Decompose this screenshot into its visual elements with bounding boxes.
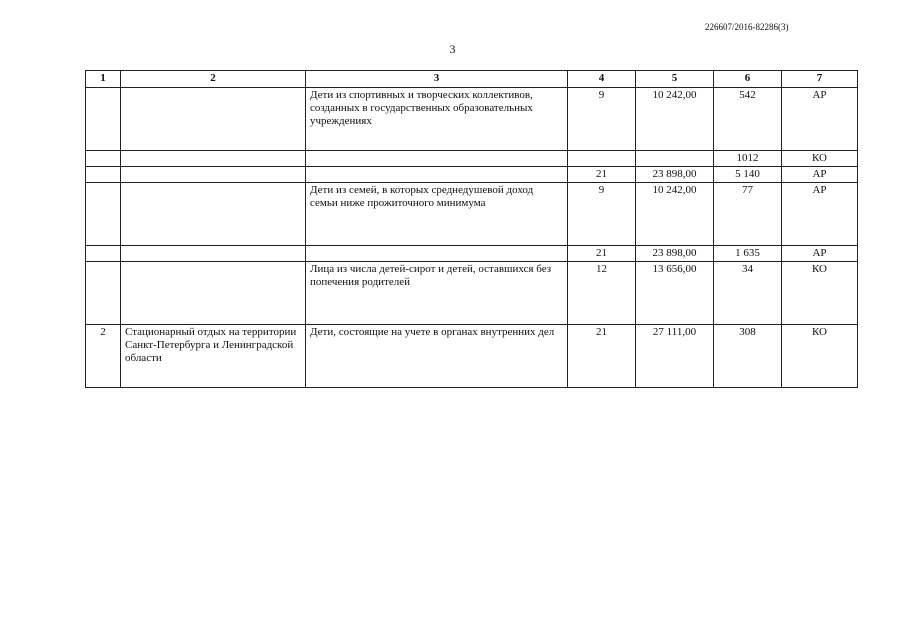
org-cell: АР (782, 183, 858, 246)
org-cell: АР (782, 88, 858, 151)
cost-cell: 23 898,00 (636, 246, 714, 262)
count-cell: 1 635 (714, 246, 782, 262)
document-number: 226607/2016-82286(3) (705, 22, 789, 32)
count-cell: 542 (714, 88, 782, 151)
table-row (86, 262, 858, 325)
cost-cell: 10 242,00 (636, 183, 714, 246)
header-cell: 7 (782, 71, 858, 88)
count-cell: 1012 (714, 151, 782, 167)
org-cell: АР (782, 167, 858, 183)
header-cell: 2 (121, 71, 306, 88)
cost-cell: 13 656,00 (636, 262, 714, 325)
count-cell: 5 140 (714, 167, 782, 183)
header-cell: 1 (86, 71, 121, 88)
table-row (86, 246, 858, 262)
count-cell: 34 (714, 262, 782, 325)
cost-cell: 23 898,00 (636, 167, 714, 183)
category-description: Дети из спортивных и творческих коллективов, созданных в государственных образовательных учреждениях (306, 88, 568, 151)
org-cell: КО (782, 325, 858, 388)
table-row (86, 88, 858, 151)
allocation-table (85, 70, 858, 388)
header-cell: 4 (568, 71, 636, 88)
table-row (86, 151, 858, 167)
org-cell: АР (782, 246, 858, 262)
days-cell: 9 (568, 183, 636, 246)
org-cell: КО (782, 262, 858, 325)
item-number (86, 88, 121, 151)
header-cell: 6 (714, 71, 782, 88)
item-number: 2 (86, 325, 121, 388)
table-row (86, 325, 858, 388)
page-number: 3 (449, 42, 456, 56)
category-description: Дети из семей, в которых среднедушевой доход семьи ниже прожиточного минимума (306, 183, 568, 246)
days-cell: 21 (568, 246, 636, 262)
count-cell: 77 (714, 183, 782, 246)
cost-cell: 27 111,00 (636, 325, 714, 388)
days-cell: 21 (568, 325, 636, 388)
category-description: Лица из числа детей-сирот и детей, оставшихся без попечения родителей (306, 262, 568, 325)
table-row (86, 167, 858, 183)
header-cell: 5 (636, 71, 714, 88)
org-cell: КО (782, 151, 858, 167)
days-cell: 21 (568, 167, 636, 183)
days-cell: 9 (568, 88, 636, 151)
header-row (86, 71, 858, 88)
cost-cell: 10 242,00 (636, 88, 714, 151)
table-row (86, 183, 858, 246)
rest-type (121, 88, 306, 151)
days-cell: 12 (568, 262, 636, 325)
header-cell: 3 (306, 71, 568, 88)
category-description: Дети, состоящие на учете в органах внутренних дел (306, 325, 568, 388)
rest-type: Стационарный отдых на территории Санкт-Петербурга и Ленинградской области (121, 325, 306, 388)
count-cell: 308 (714, 325, 782, 388)
